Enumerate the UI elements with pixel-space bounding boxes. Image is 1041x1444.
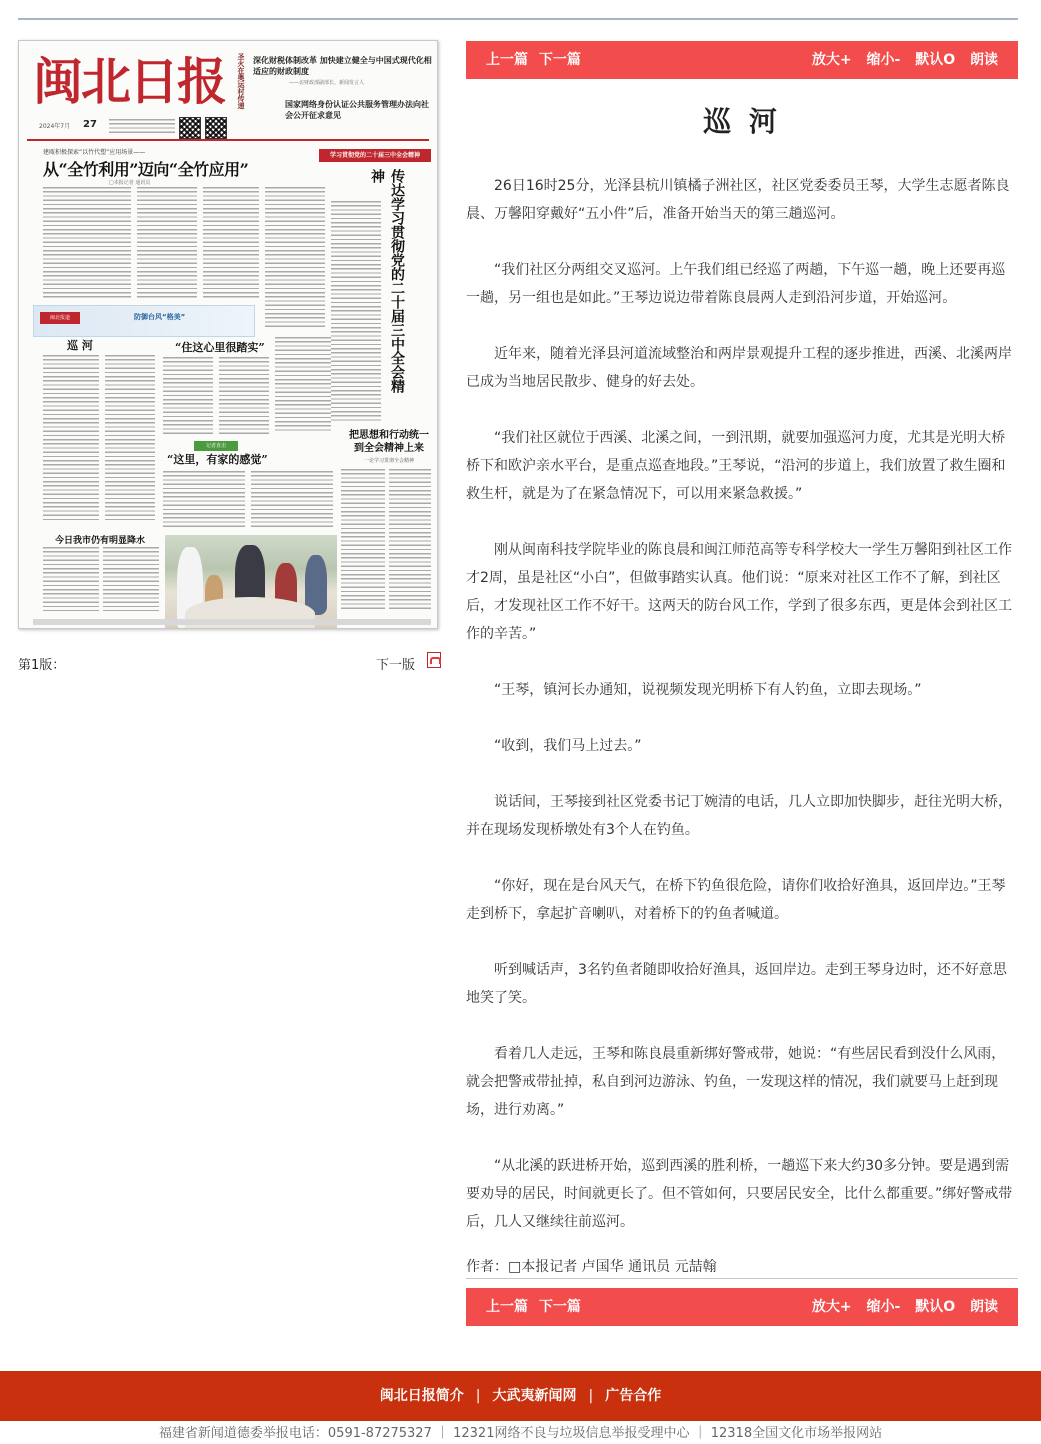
- column-text: [341, 469, 385, 609]
- green-tag: 记者直击: [194, 441, 238, 451]
- column-text: [43, 187, 131, 299]
- toolbar-tools: [802, 1288, 998, 1326]
- article-a-heading: 巡 河: [67, 339, 93, 352]
- front-page-photo: [165, 535, 337, 629]
- article-paragraph: “收到，我们马上过去。”: [494, 738, 642, 754]
- article-body: [466, 172, 1018, 1236]
- article-toolbar-bottom: [466, 1288, 1018, 1326]
- right-column-heading: 把思想和行动统一到全会精神上来: [349, 430, 429, 454]
- prev-article-button[interactable]: 上一篇: [486, 1299, 528, 1315]
- article-paragraph: “王琴，镇河长办通知，说视频发现光明桥下有人钓鱼，立即去现场。”: [494, 682, 922, 698]
- zoom-in-button[interactable]: 放大+: [811, 1299, 852, 1315]
- article-paragraph: “从北溪的跃进桥开始，巡到西溪的胜利桥，一趟巡下来大约30多分钟。要是遇到需要劝导的居民，时间就更长了。但不管如何，只要居民安全，比什么都重要。”绑好警戒带后，几人又继续往前巡河。: [466, 1158, 1013, 1230]
- site-footer: [0, 1371, 1041, 1421]
- footer-link-about[interactable]: 闽北日报简介: [379, 1388, 464, 1404]
- paragraph-spacer: [466, 396, 1018, 424]
- qr-code-icon: [205, 117, 227, 139]
- zoom-out-button[interactable]: 缩小-: [866, 1299, 901, 1315]
- article-byline: 作者：□本报记者 卢国华 通讯员 元喆翰: [466, 1259, 717, 1275]
- lead-byline: □本报记者 通讯员: [109, 180, 151, 186]
- column-text: [331, 201, 381, 421]
- column-text: [203, 187, 259, 299]
- column-text: [389, 469, 431, 609]
- paragraph-spacer: [466, 1124, 1018, 1152]
- read-aloud-button[interactable]: 朗读: [970, 1299, 998, 1315]
- article-toolbar-top: [466, 41, 1018, 79]
- newspaper-page-thumbnail[interactable]: [18, 40, 438, 629]
- article-paragraph: 说话间，王琴接到社区党委书记丁婉清的电话，几人立即加快脚步，赶往光明大桥，并在现场发现桥墩处有3个人在钓鱼。: [466, 794, 1012, 838]
- article-paragraph: 听到喊话声，3名钓鱼者随即收拾好渔具，返回岸边。走到王琴身边时，还不好意思地笑了笑。: [466, 962, 1007, 1006]
- article-title: 巡 河: [703, 105, 781, 138]
- paragraph-spacer: [466, 1012, 1018, 1040]
- default-size-button[interactable]: 默认O: [915, 52, 956, 68]
- page-label: 第1版：: [18, 658, 66, 673]
- section-banner-title: 防御台风“格美”: [134, 313, 186, 321]
- article-paragraph: “我们社区分两组交叉巡河。上午我们组已经巡了两趟，下午巡一趟，晚上还要再巡一趟，另一组也是如此。”王琴边说边带着陈良晨两人走到沿河步道，开始巡河。: [466, 262, 1006, 306]
- lead-subtitle: 建瓯积极探索“以竹代塑”应用场景——: [43, 149, 146, 156]
- masthead-rule: [27, 139, 429, 141]
- prev-article-button[interactable]: 上一篇: [486, 52, 528, 68]
- footer-link-news-site[interactable]: 大武夷新闻网: [492, 1388, 577, 1404]
- article-paragraph: “我们社区就位于西溪、北溪之间，一到汛期，就要加强巡河力度，尤其是光明大桥桥下和欧沪亲水平台，是重点巡查地段。”王琴说，“沿河的步道上，我们放置了救生圈和救生杆，就是为了在紧急情况下，可以用来紧急救援。”: [466, 430, 1006, 502]
- top-headline-1: 深化财税体制改革 加快建立健全与中国式现代化相适应的财政制度: [253, 56, 432, 76]
- section-banner: [33, 305, 255, 337]
- section-tag: 闽北报道: [40, 312, 80, 324]
- masthead-issue: 27: [83, 119, 97, 130]
- paragraph-spacer: [466, 928, 1018, 956]
- paragraph-spacer: [466, 508, 1018, 536]
- paragraph-spacer: [466, 228, 1018, 256]
- top-headline-2: 国家网络身份认证公共服务管理办法向社会公开征求意见: [285, 100, 429, 120]
- article-paragraph: 刚从闽南科技学院毕业的陈良晨和闽江师范高等专科学校大一学生万馨阳到社区工作才2周，虽是社区“小白”，但做事踏实认真。他们说：“原来对社区工作不了解，到社区后，才发现社区工作不好干。这两天的防台风工作，学到了很多东西，更是体会到社区工作的辛苦。”: [466, 542, 1012, 642]
- column-text: [275, 337, 331, 433]
- byline-divider: [466, 1278, 1018, 1279]
- column-text: [163, 471, 245, 527]
- footer-separator: |: [475, 1388, 481, 1404]
- article-paragraph: 看着几人走远，王琴和陈良晨重新绑好警戒带，她说：“有些居民看到没什么风雨，就会把警戒带扯掉，私自到河边游泳、钓鱼，一发现这样的情况，我们就要马上赶到现场，进行劝离。”: [466, 1046, 1006, 1118]
- footer-separator: |: [588, 1388, 594, 1404]
- zoom-in-button[interactable]: 放大+: [811, 52, 852, 68]
- column-text: [163, 357, 213, 437]
- vertical-headline: 传达学习贯彻党的二十届三中全会精神: [369, 169, 405, 393]
- top-divider: [18, 18, 1018, 20]
- column-text: [219, 357, 269, 437]
- article-paragraph: 26日16时25分，光泽县杭川镇橘子洲社区，社区党委委员王琴，大学生志愿者陈良晨、万馨阳穿戴好“五小件”后，准备开始当天的第三趟巡河。: [466, 178, 1010, 222]
- next-page-link[interactable]: 下一版: [376, 658, 416, 673]
- column-text: [105, 355, 155, 521]
- column-text: [251, 471, 333, 527]
- article-b-heading: “住这心里很踏实”: [175, 341, 265, 354]
- column-text: [103, 547, 159, 611]
- column-text: [43, 547, 99, 611]
- paragraph-spacer: [466, 760, 1018, 788]
- masthead-date: 2024年7月: [39, 123, 71, 130]
- column-text: [43, 355, 99, 521]
- footer-note: 福建省新闻道德委举报电话：0591-87275327 ｜ 12321网络不良与垃圾信息举报受理中心 ｜ 12318全国文化市场举报网站: [158, 1426, 883, 1441]
- lead-title: 从“全竹利用”迈向“全竹应用”: [43, 160, 249, 179]
- toolbar-nav: [486, 41, 587, 79]
- article-c-heading: “这里，有家的感觉”: [167, 453, 268, 466]
- toolbar-tools: [802, 41, 998, 79]
- right-column-subheading: 一论学习贯彻全会精神: [363, 458, 414, 464]
- masthead-logo: 闽北日报: [33, 52, 225, 111]
- column-text: [265, 187, 325, 327]
- footer-link-ads[interactable]: 广告合作: [605, 1388, 662, 1404]
- qr-code-icon: [179, 117, 201, 139]
- paragraph-spacer: [466, 648, 1018, 676]
- paragraph-spacer: [466, 704, 1018, 732]
- article-paragraph: 近年来，随着光泽县河道流域整治和两岸景观提升工程的逐步推进，西溪、北溪两岸已成为当地居民散步、健身的好去处。: [466, 346, 1012, 390]
- read-aloud-button[interactable]: 朗读: [970, 52, 998, 68]
- toolbar-nav: [486, 1288, 587, 1326]
- page-footer-strip: [33, 619, 431, 625]
- footer-links: [0, 1371, 1041, 1421]
- next-article-button[interactable]: 下一篇: [538, 1299, 581, 1315]
- default-size-button[interactable]: 默认O: [915, 1299, 956, 1315]
- paragraph-spacer: [466, 844, 1018, 872]
- next-article-button[interactable]: 下一篇: [538, 52, 581, 68]
- article-d-heading: 今日我市仍有明显降水: [55, 536, 146, 546]
- masthead-meta: [109, 119, 175, 135]
- red-banner: 学习贯彻党的二十届三中全会精神: [319, 149, 431, 162]
- paragraph-spacer: [466, 312, 1018, 340]
- masthead-side-text: 圣火在奥运村传递: [237, 53, 245, 109]
- top-headline-1-sub: ——访财政部副部长、新闻发言人: [289, 80, 365, 86]
- article-paragraph: “你好，现在是台风天气，在桥下钓鱼很危险，请你们收拾好渔具，返回岸边。”王琴走到桥下，拿起扩音喇叭，对着桥下的钓鱼者喊道。: [466, 878, 1006, 922]
- column-text: [137, 187, 197, 299]
- zoom-out-button[interactable]: 缩小-: [866, 52, 901, 68]
- pdf-icon[interactable]: [427, 652, 441, 668]
